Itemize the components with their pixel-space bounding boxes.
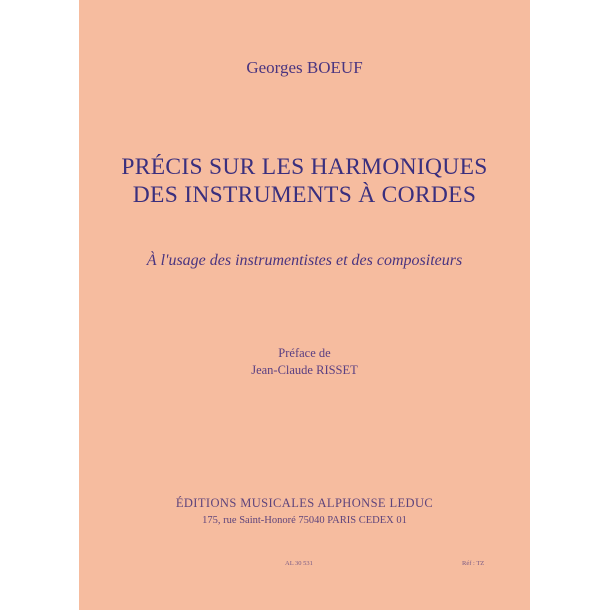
book-cover: [79, 0, 530, 610]
reference-code: Réf : TZ: [462, 560, 485, 567]
preface-author: Jean-Claude RISSET: [251, 363, 358, 377]
catalog-number: AL 30 531: [285, 560, 313, 567]
book-title: [79, 153, 530, 209]
author-name: Georges BOEUF: [246, 58, 363, 77]
title-line-2: DES INSTRUMENTS À CORDES: [132, 182, 477, 208]
publisher-address: 175, rue Saint-Honoré 75040 PARIS CEDEX 01: [202, 515, 407, 526]
book-subtitle: À l'usage des instrumentistes et des compositeurs: [146, 252, 463, 269]
publisher-name: ÉDITIONS MUSICALES ALPHONSE LEDUC: [175, 496, 434, 510]
title-line-1: PRÉCIS SUR LES HARMONIQUES: [121, 154, 488, 180]
preface-label: Préface de: [278, 346, 331, 360]
preface-credit: [79, 345, 530, 379]
